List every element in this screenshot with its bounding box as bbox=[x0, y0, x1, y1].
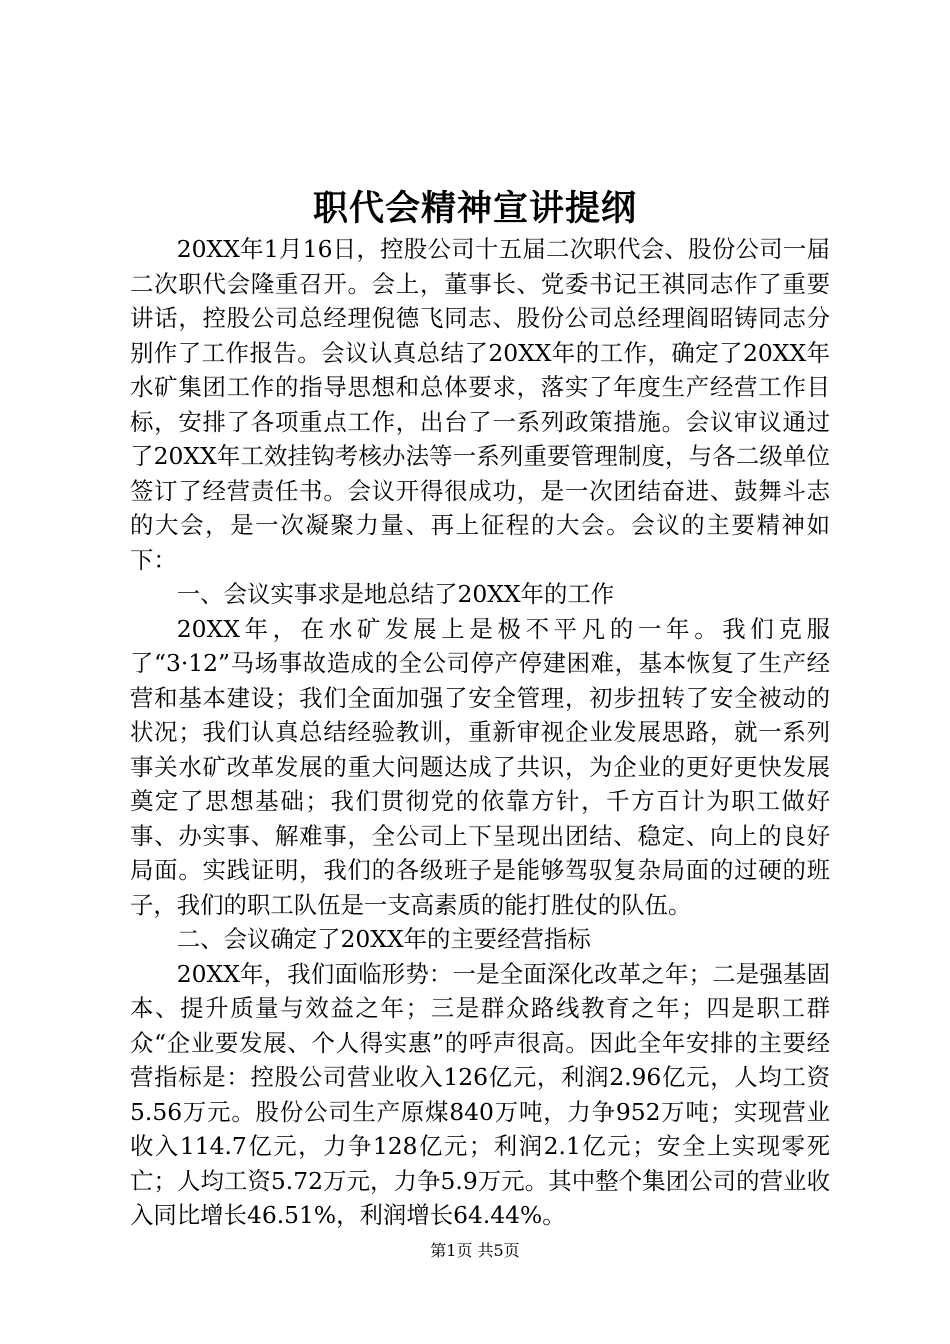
paragraph-section-2: 20XX年，我们面临形势：一是全面深化改革之年；二是强基固本、提升质量与效益之年；三是群众路线教育之年；四是职工群众“企业要发展、个人得实惠”的呼声很高。因此全年安排的主要经营指标是：控股公司营业收入126亿元，利润2.96亿元，人均工资5.56万元。股份公司生产原煤840万吨，力争952万吨；实现营业收入114.7亿元，力争128亿元；利润2.1亿元；安全上实现零死亡；人均工资5.72万元，力争5.9万元。其中整个集团公司的营业收入同比增长46.51%，利润增长64.44%。 bbox=[130, 959, 830, 1229]
document-body bbox=[130, 232, 830, 1233]
page-title: 职代会精神宣讲提纲 bbox=[312, 188, 637, 229]
page-footer: 第1页 共5页 bbox=[430, 1241, 520, 1260]
paragraph-intro: 20XX年1月16日，控股公司十五届二次职代会、股份公司一届二次职代会隆重召开。会上，董事长、党委书记王祺同志作了重要讲话，控股公司总经理倪德飞同志、股份公司总经理阎昭铸同志分别作了工作报告。会议认真总结了20XX年的工作，确定了20XX年水矿集团工作的指导思想和总体要求，落实了年度生产经营工作目标，安排了各项重点工作，出台了一系列政策措施。会议审议通过了20XX年工效挂钩考核办法等一系列重要管理制度，与各二级单位签订了经营责任书。会议开得很成功，是一次团结奋进、鼓舞斗志的大会，是一次凝聚力量、再上征程的大会。会议的主要精神如下： bbox=[130, 235, 830, 574]
section-heading-1: 一、会议实事求是地总结了20XX年的工作 bbox=[176, 580, 615, 608]
section-heading-2: 二、会议确定了20XX年的主要经营指标 bbox=[176, 925, 591, 953]
paragraph-section-1: 20XX年，在水矿发展上是极不平凡的一年。我们克服了“3·12”马场事故造成的全公司停产停建困难，基本恢复了生产经营和基本建设；我们全面加强了安全管理，初步扭转了安全被动的状况；我们认真总结经验教训，重新审视企业发展思路，就一系列事关水矿改革发展的重大问题达成了共识，为企业的更好更快发展奠定了思想基础；我们贯彻党的依靠方针，千方百计为职工做好事、办实事、解难事，全公司上下呈现出团结、稳定、向上的良好局面。实践证明，我们的各级班子是能够驾驭复杂局面的过硬的班子，我们的职工队伍是一支高素质的能打胜仗的队伍。 bbox=[130, 614, 830, 919]
